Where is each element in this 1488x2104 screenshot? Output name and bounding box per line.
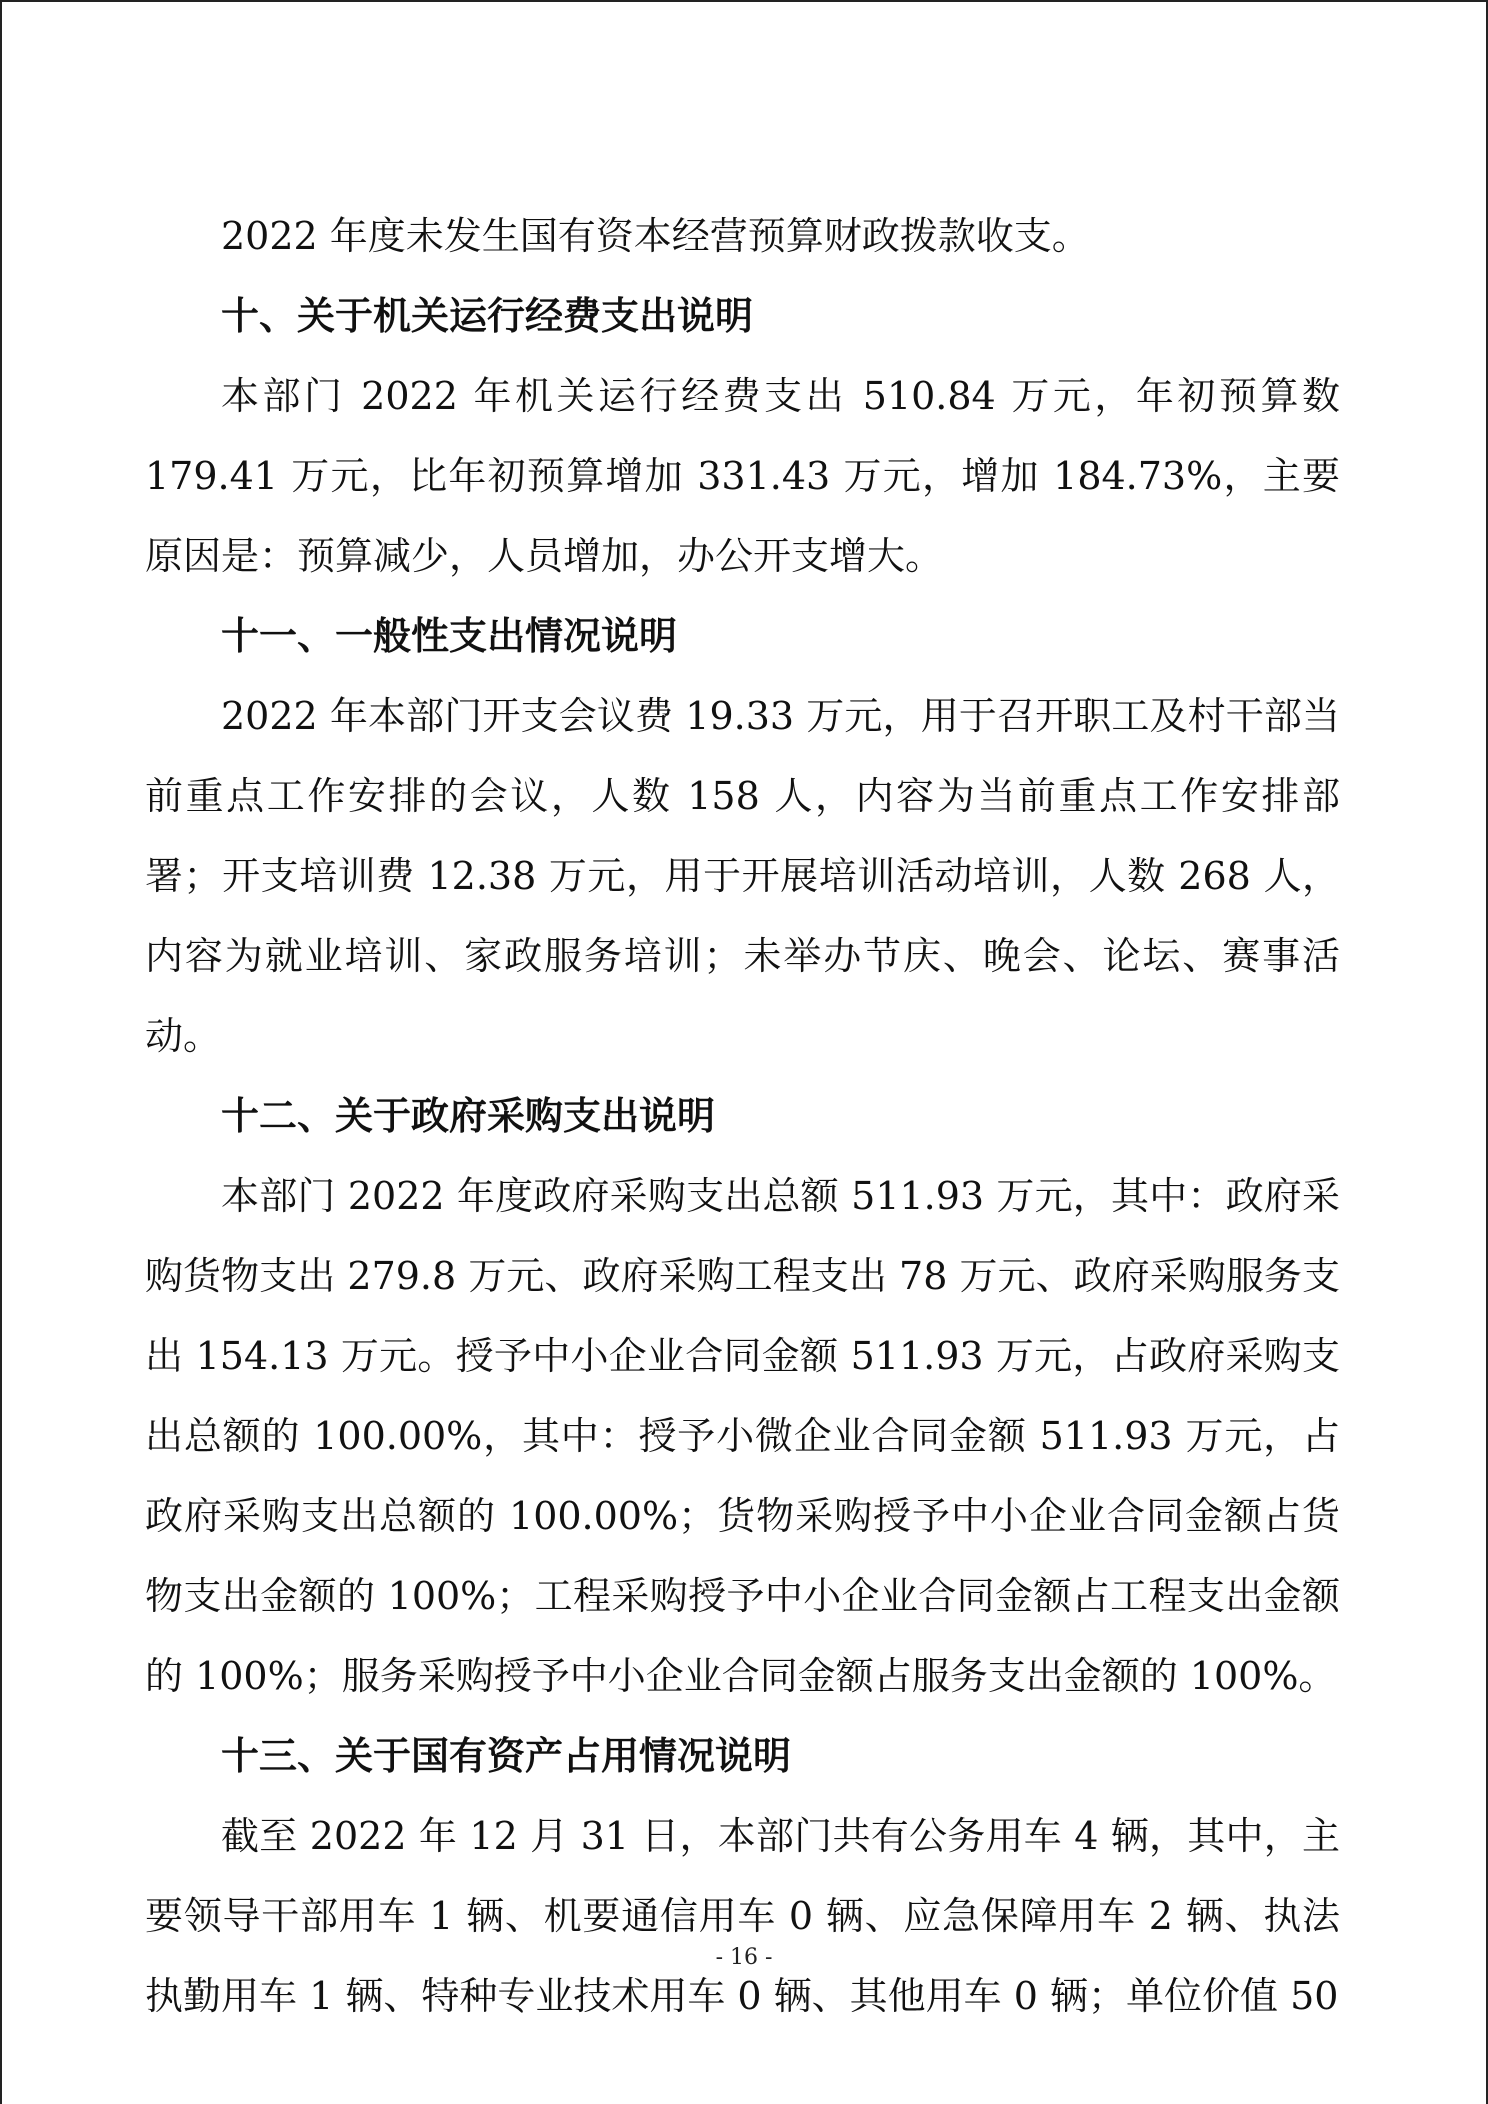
heading-section-12: 十二、关于政府采购支出说明 — [221, 1094, 716, 1138]
heading-section-11: 十一、一般性支出情况说明 — [221, 614, 678, 658]
heading-section-10: 十、关于机关运行经费支出说明 — [221, 294, 754, 338]
document-body — [145, 196, 1340, 2036]
paragraph-general-expenses: 2022 年本部门开支会议费 19.33 万元，用于召开职工及村干部当前重点工作安排的会议，人数 158 人，内容为当前重点工作安排部署；开支培训费 12.38 万元，用于开展培训活动培训，人数 268 人，内容为就业培训、家政服务培训；未举办节庆、晚会、论坛、赛事活动。 — [145, 694, 1340, 1058]
page-number: - 16 - — [715, 1945, 773, 1970]
paragraph-operating-expenses: 本部门 2022 年机关运行经费支出 510.84 万元，年初预算数 179.41 万元，比年初预算增加 331.43 万元，增加 184.73%，主要原因是：预算减少，人员增加，办公开支增大。 — [145, 374, 1340, 578]
heading-section-13: 十三、关于国有资产占用情况说明 — [221, 1734, 792, 1778]
paragraph-government-procurement: 本部门 2022 年度政府采购支出总额 511.93 万元，其中：政府采购货物支出 279.8 万元、政府采购工程支出 78 万元、政府采购服务支出 154.13 万元。授予中小企业合同金额 511.93 万元，占政府采购支出总额的 100.00%，其中：授予小微企业合同金额 511.93 万元，占政府采购支出总额的 100.00%；货物采购授予中小企业合同金额占货物支出金额的 100%；工程采购授予中小企业合同金额占工程支出金额的 100%；服务采购授予中小企业合同金额占服务支出金额的 100%。 — [145, 1174, 1340, 1698]
paragraph-state-assets: 截至 2022 年 12 月 31 日，本部门共有公务用车 4 辆，其中，主要领导干部用车 1 辆、机要通信用车 0 辆、应急保障用车 2 辆、执法执勤用车 1 辆、特种专业技术用车 0 辆、其他用车 0 辆；单位价值 50 — [145, 1814, 1340, 2018]
page-border-left — [0, 0, 2, 2104]
page-border-top — [0, 0, 1488, 2]
paragraph-no-capital-budget: 2022 年度未发生国有资本经营预算财政拨款收支。 — [221, 214, 1090, 258]
